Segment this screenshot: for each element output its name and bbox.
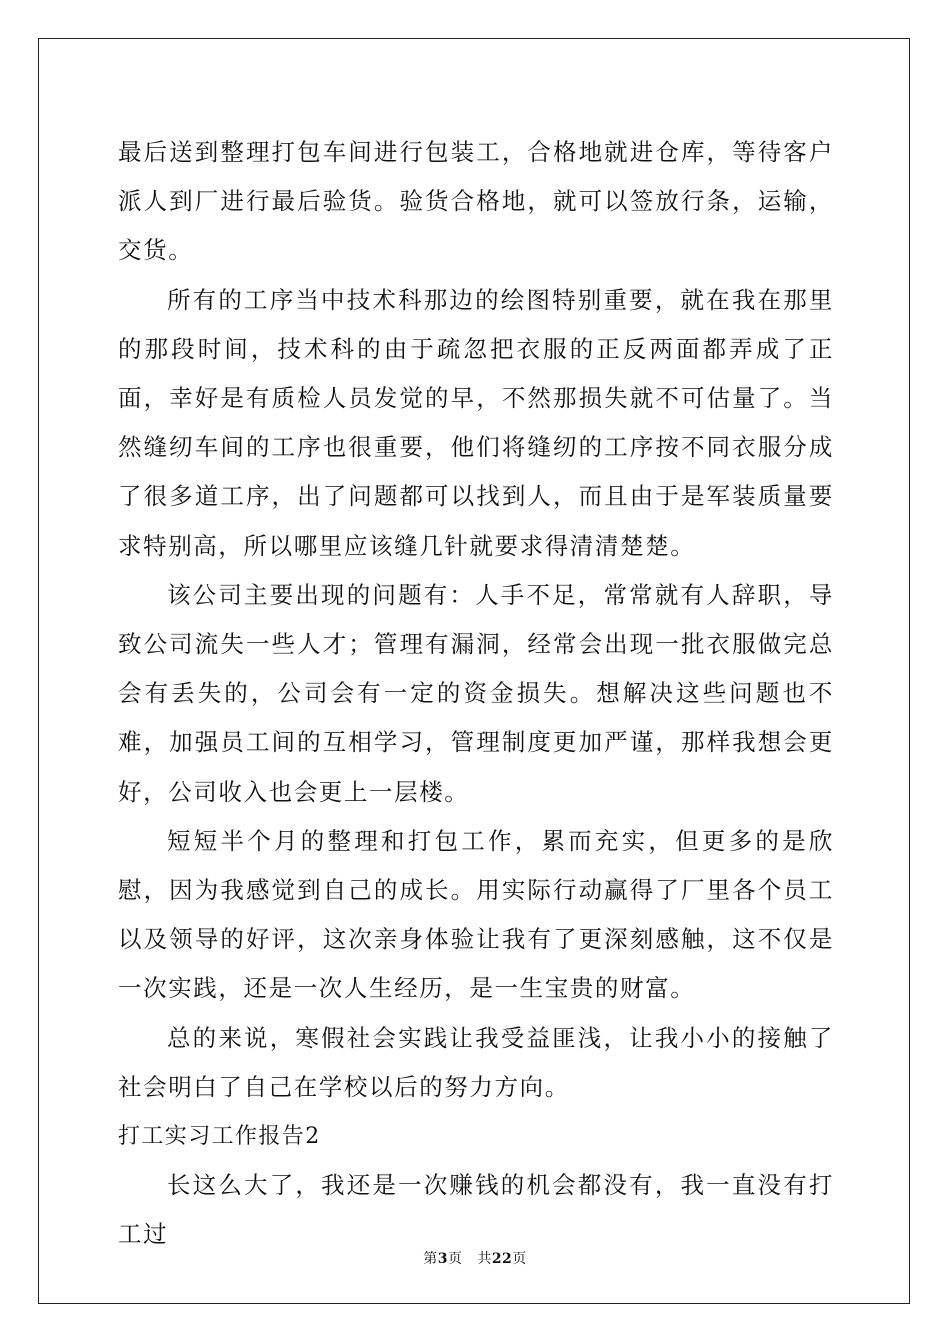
page-footer <box>0 1248 950 1268</box>
paragraph-4: 短短半个月的整理和打包工作，累而充实，但更多的是欣慰，因为我感觉到自己的成长。用实际行动赢得了厂里各个员工以及领导的好评，这次亲身体验让我有了更深刻感触，这不仅是一次实践，还是一次人生经历，是一生宝贵的财富。 <box>118 826 834 1003</box>
page-prefix: 第 <box>423 1251 438 1267</box>
total-pages: 22 <box>491 1251 513 1267</box>
document-body <box>118 128 834 1260</box>
paragraph-5: 总的来说，寒假社会实践让我受益匪浅，让我小小的接触了社会明白了自己在学校以后的努力方向。 <box>118 1023 834 1101</box>
total-suffix: 页 <box>512 1251 527 1267</box>
page-suffix: 页 <box>447 1251 463 1267</box>
paragraph-2: 所有的工序当中技术科那边的绘图特别重要，就在我在那里的那段时间，技术科的由于疏忽把衣服的正反两面都弄成了正面，幸好是有质检人员发觉的早，不然那损失就不可估量了。当然缝纫车间的工序也很重要，他们将缝纫的工序按不同衣服分成了很多道工序，出了问题都可以找到人，而且由于是军装质量要求特别高，所以哪里应该缝几针就要求得清清楚楚。 <box>118 285 834 560</box>
paragraph-6: 长这么大了，我还是一次赚钱的机会都没有，我一直没有打工过 <box>118 1171 834 1249</box>
page-number: 3 <box>437 1251 448 1267</box>
section-heading: 打工实习工作报告2 <box>118 1124 321 1150</box>
paragraph-1: 最后送到整理打包车间进行包装工，合格地就进仓库，等待客户派人到厂进行最后验货。验货合格地，就可以签放行条，运输，交货。 <box>118 138 834 265</box>
paragraph-3: 该公司主要出现的问题有：人手不足，常常就有人辞职，导致公司流失一些人才；管理有漏洞，经常会出现一批衣服做完总会有丢失的，公司会有一定的资金损失。想解决这些问题也不难，加强员工间的互相学习，管理制度更加严谨，那样我想会更好，公司收入也会更上一层楼。 <box>118 580 834 806</box>
total-prefix: 共 <box>477 1251 492 1267</box>
